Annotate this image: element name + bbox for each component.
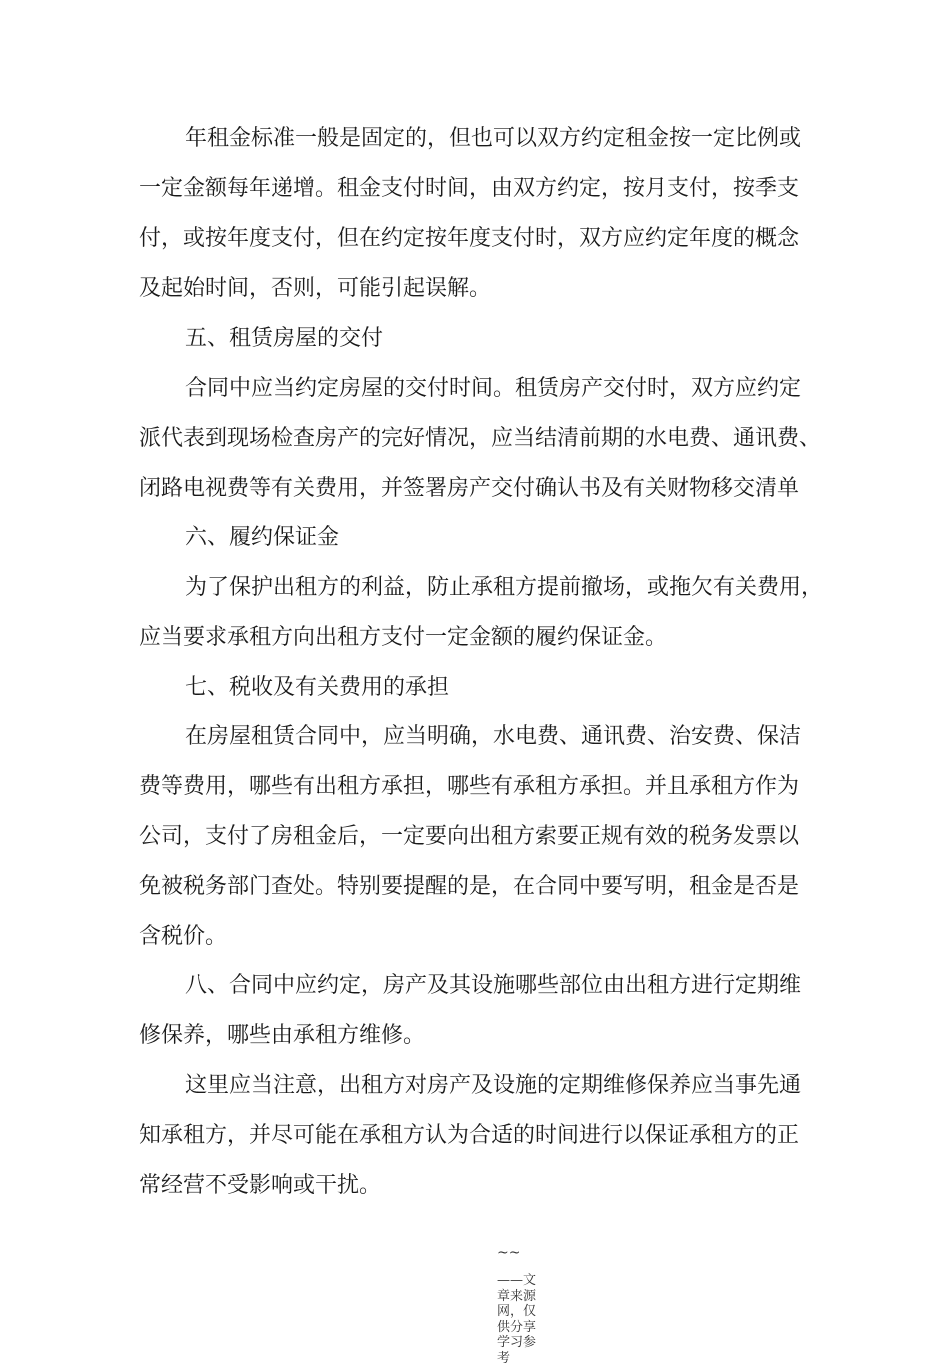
paragraph-line: 公司，支付了房租金后，一定要向出租方索要正规有效的税务发票以 [139, 824, 800, 849]
paragraph-line: 这里应当注意，出租方对房产及设施的定期维修保养应当事先通 [185, 1073, 802, 1098]
paragraph-line: 付，或按年度支付，但在约定按年度支付时，双方应约定年度的概念 [139, 226, 800, 251]
paragraph-line: 修保养，哪些由承租方维修。 [139, 1023, 426, 1048]
section-heading: 七、税收及有关费用的承担 [185, 675, 450, 700]
paragraph-line: 年租金标准一般是固定的，但也可以双方约定租金按一定比例或 [185, 126, 802, 151]
paragraph-line: 在房屋租赁合同中，应当明确，水电费、通讯费、治安费、保洁 [185, 724, 802, 749]
paragraph-line: 知承租方，并尽可能在承租方认为合适的时间进行以保证承租方的正 [139, 1123, 800, 1148]
paragraph-line: 常经营不受影响或干扰。 [139, 1173, 382, 1198]
paragraph-line: 派代表到现场检查房产的完好情况，应当结清前期的水电费、通讯费、 [139, 426, 822, 451]
section-heading: 八、合同中应约定，房产及其设施哪些部位由出租方进行定期维 [185, 973, 802, 998]
paragraph-line: 及起始时间，否则，可能引起误解。 [139, 276, 492, 301]
paragraph-line: 免被税务部门查处。特别要提醒的是，在合同中要写明，租金是否是 [139, 874, 800, 899]
paragraph-line: 闭路电视费等有关费用，并签署房产交付确认书及有关财物移交清单 [139, 476, 800, 501]
footer-source-note: ——文章来源网，仅供分享学习参考 [497, 1273, 537, 1366]
paragraph-line: 含税价。 [139, 924, 228, 949]
paragraph-line: 费等费用，哪些有出租方承担，哪些有承租方承担。并且承租方作为 [139, 774, 800, 799]
footer-mark: ~~ [497, 1245, 521, 1261]
paragraph-line: 应当要求承租方向出租方支付一定金额的履约保证金。 [139, 625, 668, 650]
paragraph-line: 为了保护出租方的利益，防止承租方提前撤场，或拖欠有关费用， [185, 575, 824, 600]
section-heading: 六、履约保证金 [185, 525, 340, 550]
section-heading: 五、租赁房屋的交付 [185, 326, 384, 351]
paragraph-line: 合同中应当约定房屋的交付时间。租赁房产交付时，双方应约定 [185, 376, 802, 401]
paragraph-line: 一定金额每年递增。租金支付时间，由双方约定，按月支付，按季支 [139, 176, 800, 201]
